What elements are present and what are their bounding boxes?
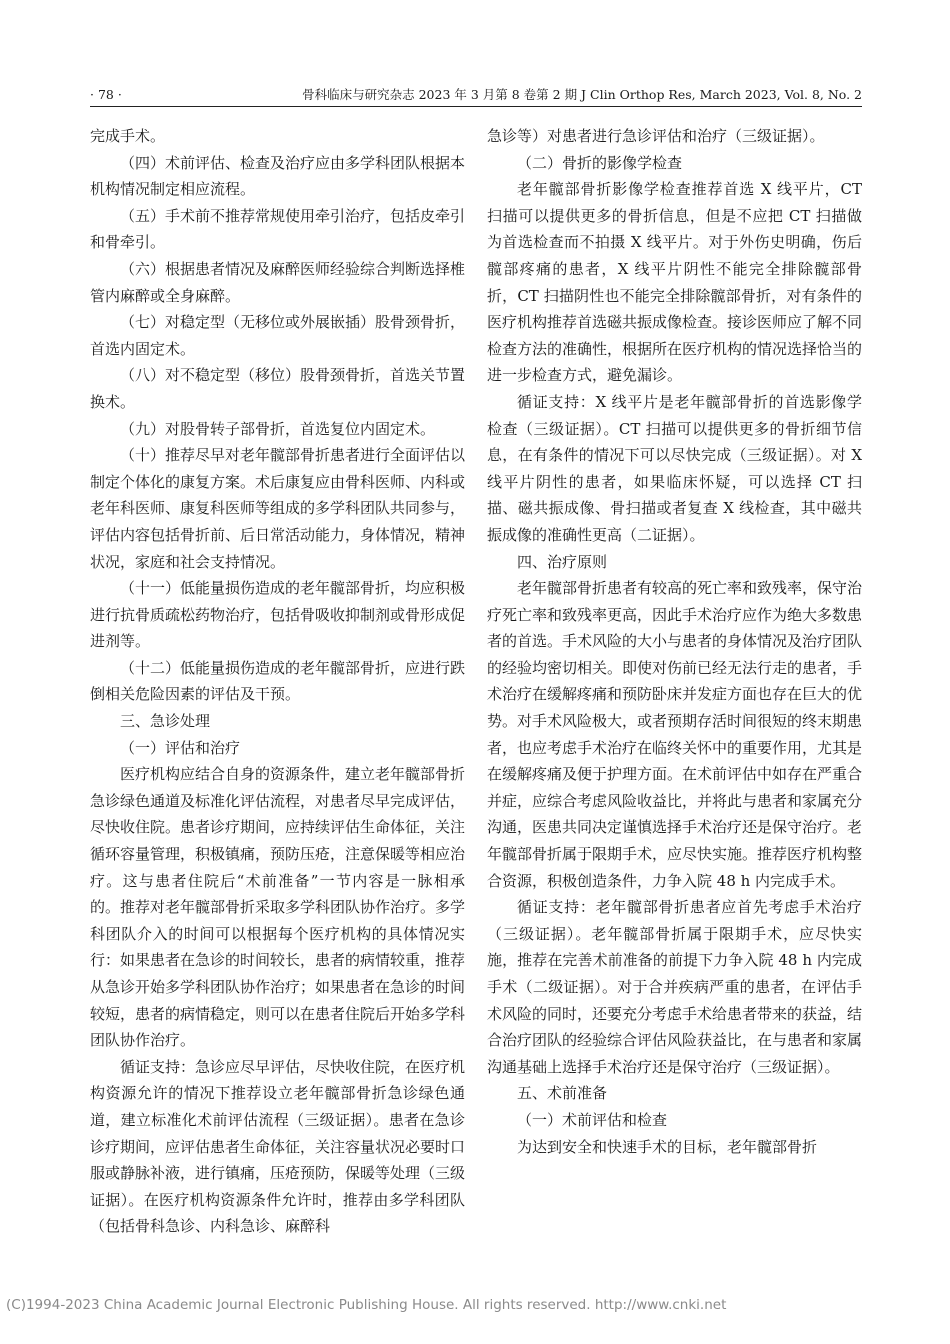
recommendation-4: （四）术前评估、检查及治疗应由多学科团队根据本机构情况制定相应流程。 xyxy=(90,153,466,199)
right-column xyxy=(487,123,862,1160)
recommendation-7: （七）对稳定型（无移位或外展嵌插）股骨颈骨折，首选内固定术。 xyxy=(90,313,466,358)
paragraph: 完成手术。 xyxy=(90,127,166,145)
recommendation-11: （十一）低能量损伤造成的老年髋部骨折，均应积极进行抗骨质疏松药物治疗，包括骨吸收抑制剂或骨形成促进剂等。 xyxy=(90,579,466,651)
evidence-paragraph: 循证支持：老年髋部骨折患者应首先考虑手术治疗（三级证据）。老年髋部骨折属于限期手术，应尽快实施，推荐在完善术前准备的前提下力争入院 48 h 内完成手术（二级证据）。对于合并疾病严重的患者，在评估手术风险的同时，还要充分考虑手术给患者带来的获益，结合治疗团队的经验综合评估风险获益比，在与患者和家属沟通基础上选择手术治疗还是保守治疗（三级证据）。 xyxy=(487,898,863,1076)
section-heading: 五、术前准备 xyxy=(517,1084,608,1103)
paragraph: 老年髋部骨折患者有较高的死亡率和致残率，保守治疗死亡率和致残率更高，因此手术治疗应作为绝大多数患者的首选。手术风险的大小与患者的身体情况及治疗团队的经验均密切相关。即使对伤前已经无法行走的患者，手术治疗在缓解疼痛和预防卧床并发症方面也存在巨大的优势。对手术风险极大，或者预期存活时间很短的终末期患者，也应考虑手术治疗在临终关怀中的重要作用，尤其是在缓解疼痛及便于护理方面。在术前评估中如存在严重合并症，应综合考虑风险收益比，并将此与患者和家属充分沟通，医患共同决定谨慎选择手术治疗还是保守治疗。老年髋部骨折属于限期手术，应尽快实施。推荐医疗机构整合资源，积极创造条件，力争入院 48 h 内完成手术。 xyxy=(487,579,863,890)
copyright-footer: (C)1994-2023 China Academic Journal Electronic Publishing House. All rights reserved. http://www.cnki.net xyxy=(6,1297,727,1313)
recommendation-10: （十）推荐尽早对老年髋部骨折患者进行全面评估以制定个体化的康复方案。术后康复应由骨科医师、内科或老年科医师、康复科医师等组成的多学科团队共同参与，评估内容包括骨折前、后日常活动能力，身体情况，精神状况，家庭和社会支持情况。 xyxy=(90,446,466,571)
page-number: · 78 · xyxy=(90,87,122,102)
header-rule xyxy=(90,106,862,107)
paragraph: 急诊等）对患者进行急诊评估和治疗（三级证据）。 xyxy=(487,127,825,145)
recommendation-8: （八）对不稳定型（移位）股骨颈骨折，首选关节置换术。 xyxy=(90,366,466,411)
subsection-heading: （一）评估和治疗 xyxy=(120,738,241,757)
subsection-heading: （二）骨折的影像学检查 xyxy=(517,153,683,172)
section-heading: 三、急诊处理 xyxy=(120,712,211,731)
running-header xyxy=(90,86,862,108)
paragraph: 为达到安全和快速手术的目标，老年髋部骨折 xyxy=(517,1137,818,1156)
paragraph: 老年髋部骨折影像学检查推荐首选 X 线平片，CT 扫描可以提供更多的骨折信息，但是不应把 CT 扫描做为首选检查而不拍摄 X 线平片。对于外伤史明确，伤后髋部疼痛的患者，X 线平片阴性不能完全排除髋部骨折，CT 扫描阴性也不能完全排除髋部骨折，对有条件的医疗机构推荐首选磁共振成像检查。接诊医师应了解不同检查方法的准确性，根据所在医疗机构的情况选择恰当的进一步检查方式，避免漏诊。 xyxy=(487,180,863,385)
recommendation-5: （五）手术前不推荐常规使用牵引治疗，包括皮牵引和骨牵引。 xyxy=(90,206,466,252)
evidence-paragraph: 循证支持：急诊应尽早评估，尽快收住院，在医疗机构资源允许的情况下推荐设立老年髋部骨折急诊绿色通道，建立标准化术前评估流程（三级证据）。患者在急诊诊疗期间，应评估患者生命体征，关注容量状况必要时口服或静脉补液，进行镇痛，压疮预防，保暖等处理（三级证据）。在医疗机构资源条件允许时，推荐由多学科团队（包括骨科急诊、内科急诊、麻醉科 xyxy=(90,1057,466,1236)
left-column xyxy=(90,123,465,1240)
journal-citation: 骨科临床与研究杂志 2023 年 3 月第 8 卷第 2 期 J Clin Orthop Res, March 2023, Vol. 8, No. 2 xyxy=(302,87,862,102)
subsection-heading: （一）术前评估和检查 xyxy=(517,1110,668,1129)
paragraph: 医疗机构应结合自身的资源条件，建立老年髋部骨折急诊绿色通道及标准化评估流程，对患者尽早完成评估，尽快收住院。患者诊疗期间，应持续评估生命体征，关注循环容量管理，积极镇痛，预防压疮，注意保暖等相应治疗。这与患者住院后“术前准备”一节内容是一脉相承的。推荐对老年髋部骨折采取多学科团队协作治疗。多学科团队介入的时间可以根据每个医疗机构的具体情况实行：如果患者在急诊的时间较长，患者的病情较重，推荐从急诊开始多学科团队协作治疗；如果患者在急诊的时间较短，患者的病情稳定，则可以在患者住院后开始多学科团队协作治疗。 xyxy=(90,765,466,1050)
section-heading: 四、治疗原则 xyxy=(517,552,608,571)
recommendation-6: （六）根据患者情况及麻醉医师经验综合判断选择椎管内麻醉或全身麻醉。 xyxy=(90,259,466,305)
recommendation-12: （十二）低能量损伤造成的老年髋部骨折，应进行跌倒相关危险因素的评估及干预。 xyxy=(90,658,466,704)
evidence-paragraph: 循证支持：X 线平片是老年髋部骨折的首选影像学检查（三级证据）。CT 扫描可以提供更多的骨折细节信息，在有条件的情况下可以尽快完成（三级证据）。对 X 线平片阴性的患者，如果临床怀疑，可以选择 CT 扫描、磁共振成像、骨扫描或者复查 X 线检查，其中磁共振成像的准确性更高（二证据）。 xyxy=(487,392,862,544)
recommendation-9: （九）对股骨转子部骨折，首选复位内固定术。 xyxy=(120,419,436,438)
